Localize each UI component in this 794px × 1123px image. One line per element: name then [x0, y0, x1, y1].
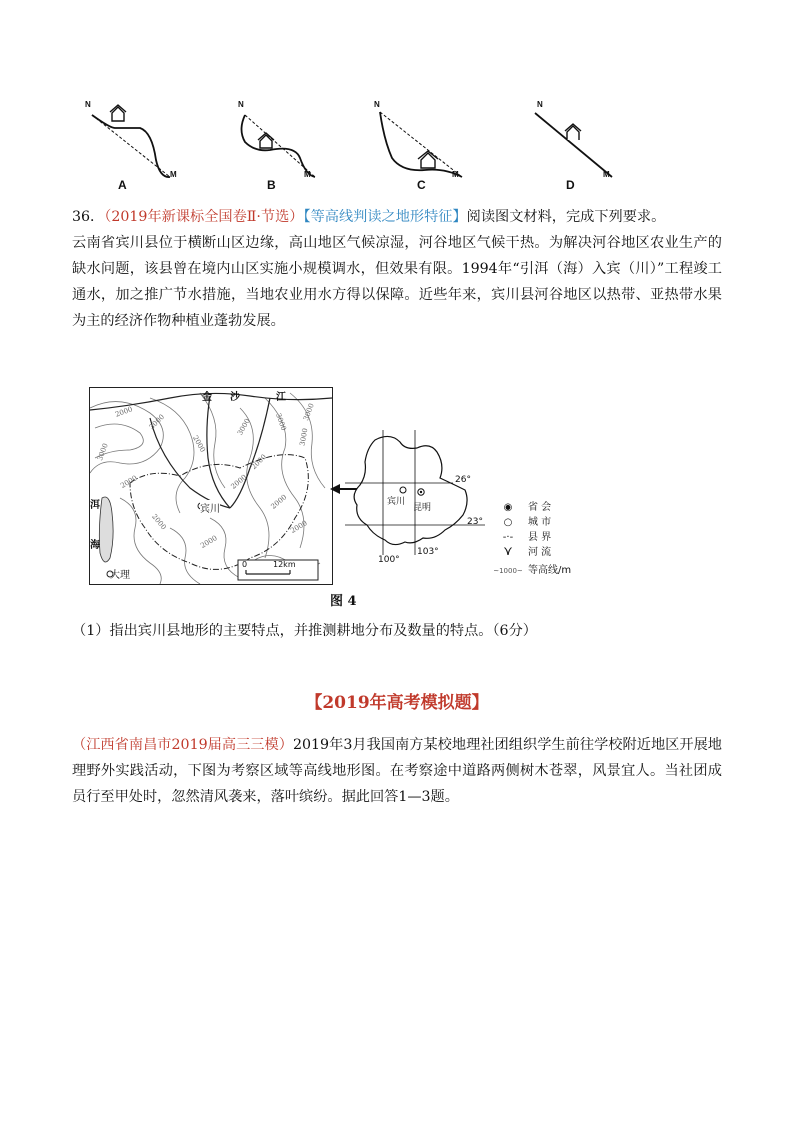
contour-label: 2000: [249, 452, 269, 472]
question-source: （2019年新课标全国卷Ⅱ·节选）: [104, 209, 304, 225]
contour-label: 2000: [114, 405, 134, 419]
legend-symbol-river: ⋎: [503, 544, 513, 559]
scale-zero: 0: [242, 560, 248, 569]
jinsha-river-char-3: 江: [276, 392, 286, 403]
jinsha-river-char-1: 金: [202, 392, 212, 403]
inset-lat-26: 26°: [455, 475, 471, 485]
main-map: [89, 387, 333, 585]
inset-lon-100: 100°: [378, 555, 400, 565]
legend-row-river: [488, 543, 551, 559]
slope-d-label: D: [566, 178, 575, 192]
contour-label: 2000: [289, 519, 309, 535]
legend-symbol-contour: ~1000~: [493, 567, 523, 575]
figure-caption: 图 4: [330, 594, 357, 609]
scale-value: 12km: [273, 560, 296, 569]
section-text: 2019年3月我国南方某校地理社团组织学生前往学校附近地区开展地理野外实践活动，下图为考察区域等高线地形图。在考察途中道路两侧树木苍翠，风景宜人。当社团成员行至甲处时，忽然清风袭来，落叶缤纷。据此回答1—3题。: [72, 737, 722, 805]
county-label: 宾川: [200, 500, 220, 515]
yunnan-inset: [345, 430, 485, 570]
legend-row-capital: [488, 498, 551, 513]
contour-label: 3000: [96, 442, 110, 462]
legend-row-contour: [488, 561, 571, 576]
contour-label: 2000: [150, 512, 168, 532]
contour-label: 3000: [147, 412, 167, 432]
contour-label: 3000: [274, 412, 288, 432]
slope-a-n-label: N: [85, 100, 91, 109]
legend-text-river: 河 流: [528, 547, 552, 558]
inset-lon-103: 103°: [417, 547, 439, 557]
slope-diagram-c: [380, 112, 462, 177]
legend-text-boundary: 县 界: [528, 532, 552, 543]
slope-b-n-label: N: [238, 100, 244, 109]
slope-a-m-label: M: [170, 170, 177, 179]
question-instruction: 阅读图文材料，完成下列要求。: [466, 209, 666, 225]
inset-lat-23: 23°: [467, 517, 483, 527]
contour-label: 2000: [190, 434, 207, 454]
slope-diagrams: [0, 95, 794, 200]
question-36-sub-question: （1）指出宾川县地形的主要特点，并推测耕地分布及数量的特点。（6分）: [72, 623, 537, 639]
contour-label: 2000: [229, 473, 249, 491]
contour-label: 3000: [298, 427, 310, 447]
legend-symbol-city: ○: [503, 517, 513, 528]
legend-row-boundary: [488, 528, 551, 543]
dali-label: 大理: [110, 570, 130, 581]
contour-label: 3000: [302, 402, 316, 422]
section-paragraph: [72, 732, 722, 810]
erhai-char-1: 洱: [90, 500, 100, 511]
contour-label: 2000: [199, 534, 219, 550]
contour-label: 2000: [119, 474, 139, 490]
inset-kunming: 昆明: [413, 503, 432, 513]
jinsha-river-char-2: 沙: [230, 392, 240, 403]
legend-text-city: 城 市: [528, 517, 552, 528]
slope-a-label: A: [118, 178, 127, 192]
slope-diagram-a: [92, 105, 170, 177]
inset-binchuan: 宾川: [387, 497, 406, 507]
legend-row-city: [488, 513, 551, 528]
legend-text-contour: 等高线/m: [528, 565, 572, 576]
slope-diagram-d: [535, 113, 612, 177]
contour-label: 3000: [235, 417, 252, 437]
slope-d-m-label: M: [603, 170, 610, 179]
slope-d-n-label: N: [537, 100, 543, 109]
contour-label: 2000: [269, 493, 289, 511]
section-title: 【2019年高考模拟题】: [305, 693, 489, 713]
map-legend: [488, 498, 598, 582]
question-36-heading: [72, 204, 722, 230]
slope-b-m-label: M: [304, 170, 311, 179]
erhai-char-2: 海: [90, 540, 100, 551]
slope-diagram-b: [242, 115, 316, 177]
slope-c-n-label: N: [374, 100, 380, 109]
legend-symbol-boundary: -·-: [502, 532, 514, 543]
slope-b-label: B: [267, 178, 276, 192]
question-number: 36．: [72, 209, 105, 225]
section-source: （江西省南昌市2019届高三三模）: [72, 737, 293, 753]
slope-c-m-label: M: [452, 170, 459, 179]
legend-symbol-capital: ◉: [503, 502, 513, 513]
legend-text-capital: 省 会: [528, 502, 552, 513]
question-topic: 【等高线判读之地形特征】: [303, 209, 467, 225]
question-36-paragraph: 云南省宾川县位于横断山区边缘，高山地区气候凉湿，河谷地区气候干热。为解决河谷地区农业生产的缺水问题，该县曾在境内山区实施小规模调水，但效果有限。1994年“引洱（海）入宾（川）”工程竣工通水，加之推广节水措施，当地农业用水方得以保障。近些年来，宾川县河谷地区以热带、亚热带水果为主的经济作物种植业蓬勃发展。: [72, 235, 722, 329]
slope-c-label: C: [417, 178, 426, 192]
